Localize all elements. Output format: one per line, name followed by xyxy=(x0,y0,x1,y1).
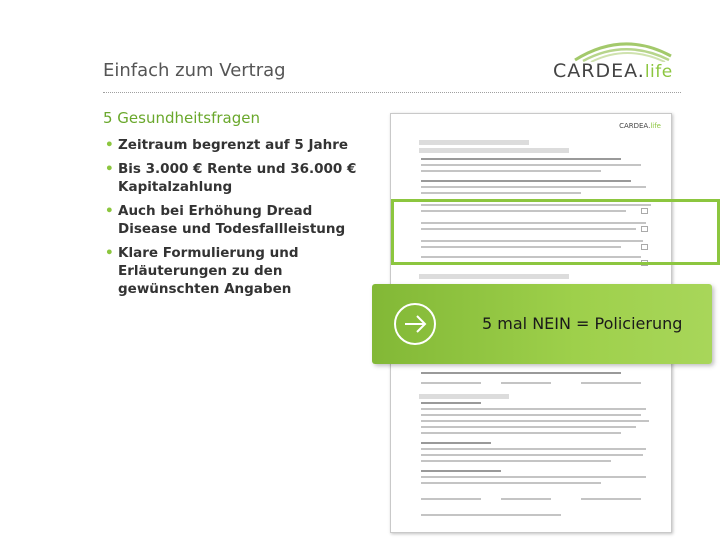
bullet-item: • Bis 3.000 € Rente und 36.000 € Kapitalzahlung xyxy=(103,160,373,196)
form-header-bar xyxy=(419,394,509,399)
form-text-line xyxy=(421,192,581,194)
form-text-line xyxy=(581,382,641,384)
form-text-line xyxy=(581,498,641,500)
form-text-line xyxy=(421,180,631,182)
section-title: 5 Gesundheitsfragen xyxy=(103,109,261,127)
logo-brand-text: CARDEA. xyxy=(553,60,645,82)
form-text-line xyxy=(421,420,649,422)
form-text-line xyxy=(421,382,481,384)
form-text-line xyxy=(421,476,646,478)
logo-swoosh-icon xyxy=(573,36,673,62)
health-questions-highlight-frame xyxy=(391,199,720,265)
form-text-line xyxy=(421,186,646,188)
form-header-bar xyxy=(419,148,569,153)
form-text-line xyxy=(421,482,601,484)
form-logo xyxy=(619,122,661,130)
logo-suffix-text: life xyxy=(644,62,673,82)
form-text-line xyxy=(421,402,481,404)
form-text-line xyxy=(421,448,646,450)
form-text-line xyxy=(421,414,641,416)
form-text-line xyxy=(421,454,643,456)
form-text-line xyxy=(421,426,636,428)
form-text-line xyxy=(501,498,551,500)
form-text-line xyxy=(421,514,561,516)
bullet-item: • Auch bei Erhöhung Dread Disease und Todesfallleistung xyxy=(103,202,373,238)
callout-text: 5 mal NEIN = Policierung xyxy=(482,314,683,333)
page-title: Einfach zum Vertrag xyxy=(103,60,286,81)
form-text-line xyxy=(421,460,611,462)
bullet-list xyxy=(103,136,373,304)
form-logo-suffix: life xyxy=(650,122,661,130)
arrow-right-circle-icon xyxy=(392,301,438,347)
form-text-line xyxy=(421,442,491,444)
form-header-bar xyxy=(419,140,529,145)
bullet-item: • Zeitraum begrenzt auf 5 Jahre xyxy=(103,136,373,154)
form-text-line xyxy=(421,372,621,374)
cardea-logo xyxy=(553,36,685,86)
form-text-line xyxy=(421,158,621,160)
form-text-line xyxy=(421,470,501,472)
bullet-item: • Klare Formulierung und Erläuterungen zu den gewünschten Angaben xyxy=(103,244,373,298)
callout-banner xyxy=(372,284,712,364)
form-logo-brand: CARDEA. xyxy=(619,122,651,130)
header-divider xyxy=(103,92,681,93)
form-text-line xyxy=(421,408,646,410)
form-header-bar xyxy=(419,274,569,279)
form-text-line xyxy=(421,432,621,434)
form-text-line xyxy=(501,382,551,384)
form-text-line xyxy=(421,164,641,166)
form-text-line xyxy=(421,498,481,500)
form-text-line xyxy=(421,170,601,172)
